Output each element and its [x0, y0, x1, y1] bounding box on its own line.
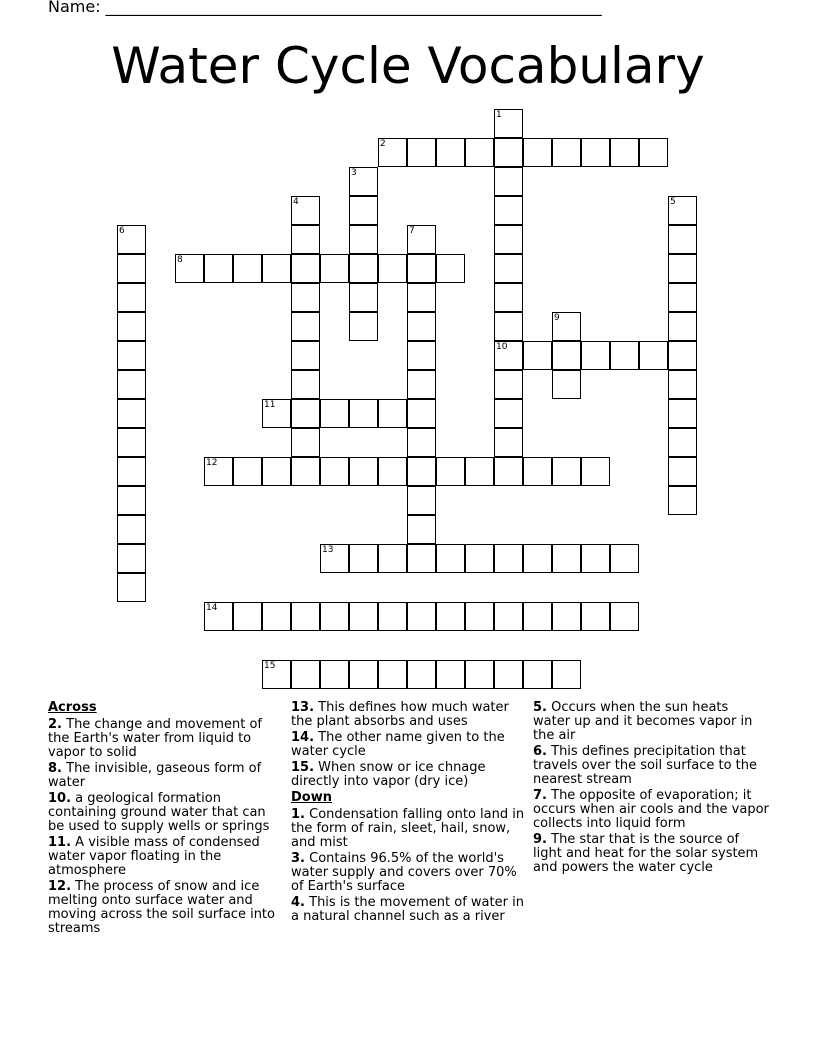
- grid-cell[interactable]: [436, 544, 465, 573]
- grid-cell[interactable]: [668, 457, 697, 486]
- grid-cell[interactable]: [581, 602, 610, 631]
- grid-cell[interactable]: [436, 254, 465, 283]
- grid-cell[interactable]: [407, 370, 436, 399]
- grid-cell[interactable]: [320, 660, 349, 689]
- grid-cell[interactable]: [262, 660, 291, 689]
- grid-cell[interactable]: [407, 225, 436, 254]
- grid-cell[interactable]: [523, 544, 552, 573]
- grid-cell[interactable]: [581, 457, 610, 486]
- grid-cell[interactable]: [291, 602, 320, 631]
- grid-cell[interactable]: [291, 225, 320, 254]
- grid-cell[interactable]: [523, 660, 552, 689]
- grid-cell[interactable]: [552, 312, 581, 341]
- cell-number: 5: [670, 197, 676, 207]
- grid-cell[interactable]: [117, 399, 146, 428]
- grid-cell[interactable]: [668, 486, 697, 515]
- grid-cell[interactable]: [117, 428, 146, 457]
- grid-cell[interactable]: [668, 428, 697, 457]
- grid-cell[interactable]: [494, 457, 523, 486]
- grid-cell[interactable]: [523, 138, 552, 167]
- grid-cell[interactable]: [291, 370, 320, 399]
- grid-cell[interactable]: [349, 457, 378, 486]
- grid-cell[interactable]: [494, 544, 523, 573]
- grid-cell[interactable]: [349, 602, 378, 631]
- grid-cell[interactable]: [494, 283, 523, 312]
- grid-cell[interactable]: [320, 457, 349, 486]
- grid-cell[interactable]: [407, 602, 436, 631]
- grid-cell[interactable]: [668, 312, 697, 341]
- cell-number: 9: [554, 313, 560, 323]
- clues-column-1: [48, 701, 284, 938]
- grid-cell[interactable]: [117, 457, 146, 486]
- clue-down-4: 4. This is the movement of water in a natural channel such as a river: [291, 895, 524, 924]
- cell-number: 11: [264, 400, 276, 410]
- grid-cell[interactable]: [494, 399, 523, 428]
- grid-cell[interactable]: [378, 399, 407, 428]
- grid-cell[interactable]: [117, 544, 146, 573]
- grid-cell[interactable]: [175, 254, 204, 283]
- clue-across-13: 13. This defines how much water the plant absorbs and uses: [291, 700, 509, 729]
- grid-cell[interactable]: [117, 312, 146, 341]
- clue-across-14: 14. The other name given to the water cycle: [291, 730, 505, 759]
- grid-cell[interactable]: [494, 602, 523, 631]
- grid-cell[interactable]: [262, 254, 291, 283]
- grid-cell[interactable]: [581, 138, 610, 167]
- grid-cell[interactable]: [494, 138, 523, 167]
- grid-cell[interactable]: [378, 457, 407, 486]
- grid-cell[interactable]: [117, 486, 146, 515]
- clues-column-3: [533, 701, 769, 877]
- grid-cell[interactable]: [610, 341, 639, 370]
- grid-cell[interactable]: [320, 399, 349, 428]
- grid-cell[interactable]: [465, 138, 494, 167]
- cell-number: 12: [206, 458, 218, 468]
- grid-cell[interactable]: [262, 602, 291, 631]
- grid-cell[interactable]: [465, 544, 494, 573]
- clue-across-11: 11. A visible mass of condensed water vapor floating in the atmosphere: [48, 835, 260, 878]
- grid-cell[interactable]: [552, 660, 581, 689]
- grid-cell[interactable]: [494, 370, 523, 399]
- clues-column-2: [291, 701, 527, 926]
- grid-cell[interactable]: [291, 283, 320, 312]
- grid-cell[interactable]: [552, 370, 581, 399]
- grid-cell[interactable]: [204, 602, 233, 631]
- grid-cell[interactable]: [668, 283, 697, 312]
- cell-number: 14: [206, 603, 218, 613]
- grid-cell[interactable]: [436, 660, 465, 689]
- grid-cell[interactable]: [233, 457, 262, 486]
- clue-down-9: 9. The star that is the source of light and heat for the solar system and powers the water cycle: [533, 832, 759, 875]
- grid-cell[interactable]: [349, 225, 378, 254]
- grid-cell[interactable]: [117, 370, 146, 399]
- grid-cell[interactable]: [117, 341, 146, 370]
- grid-cell[interactable]: [407, 283, 436, 312]
- grid-cell[interactable]: [349, 196, 378, 225]
- grid-cell[interactable]: [291, 254, 320, 283]
- cell-number: 2: [380, 139, 386, 149]
- grid-cell[interactable]: [494, 660, 523, 689]
- grid-cell[interactable]: [407, 341, 436, 370]
- grid-cell[interactable]: [117, 573, 146, 602]
- grid-cell[interactable]: [262, 457, 291, 486]
- grid-cell[interactable]: [494, 196, 523, 225]
- grid-cell[interactable]: [523, 602, 552, 631]
- grid-cell[interactable]: [581, 544, 610, 573]
- grid-cell[interactable]: [552, 457, 581, 486]
- grid-cell[interactable]: [494, 312, 523, 341]
- grid-cell[interactable]: [494, 254, 523, 283]
- clue-across-8: 8. The invisible, gaseous form of water: [48, 761, 262, 790]
- grid-cell[interactable]: [552, 341, 581, 370]
- grid-cell[interactable]: [494, 109, 523, 138]
- clue-across-10: 10. a geological formation containing ground water that can be used to supply wells or springs: [48, 791, 270, 834]
- grid-cell[interactable]: [494, 167, 523, 196]
- name-line[interactable]: Name: ______________________________________________________________: [48, 0, 602, 16]
- grid-cell[interactable]: [407, 312, 436, 341]
- grid-cell[interactable]: [349, 254, 378, 283]
- grid-cell[interactable]: [233, 254, 262, 283]
- clue-across-15: 15. When snow or ice chnage directly into vapor (dry ice): [291, 760, 486, 789]
- grid-cell[interactable]: [407, 544, 436, 573]
- grid-cell[interactable]: [552, 544, 581, 573]
- grid-cell[interactable]: [291, 341, 320, 370]
- grid-cell[interactable]: [639, 138, 668, 167]
- grid-cell[interactable]: [465, 660, 494, 689]
- grid-cell[interactable]: [349, 660, 378, 689]
- grid-cell[interactable]: [204, 457, 233, 486]
- grid-cell[interactable]: [117, 254, 146, 283]
- grid-cell[interactable]: [436, 602, 465, 631]
- clue-down-7: 7. The opposite of evaporation; it occurs when air cools and the vapor collects into liquid form: [533, 788, 769, 831]
- clue-across-12: 12. The process of snow and ice melting onto surface water and moving across the soil surface into streams: [48, 879, 275, 936]
- clue-down-5: 5. Occurs when the sun heats water up and it becomes vapor in the air: [533, 700, 753, 743]
- grid-cell[interactable]: [610, 544, 639, 573]
- grid-cell[interactable]: [494, 225, 523, 254]
- grid-cell[interactable]: [349, 399, 378, 428]
- grid-cell[interactable]: [465, 457, 494, 486]
- cell-number: 3: [351, 168, 357, 178]
- grid-cell[interactable]: [494, 341, 523, 370]
- page-title: Water Cycle Vocabulary: [111, 37, 705, 95]
- grid-cell[interactable]: [320, 254, 349, 283]
- grid-cell[interactable]: [117, 515, 146, 544]
- grid-cell[interactable]: [378, 138, 407, 167]
- clue-across-2: 2. The change and movement of the Earth's water from liquid to vapor to solid: [48, 717, 262, 760]
- grid-cell[interactable]: [494, 428, 523, 457]
- cell-number: 10: [496, 342, 508, 352]
- clue-down-1: 1. Condensation falling onto land in the form of rain, sleet, hail, snow, and mist: [291, 807, 525, 850]
- grid-cell[interactable]: [668, 370, 697, 399]
- grid-cell[interactable]: [117, 225, 146, 254]
- grid-cell[interactable]: [407, 428, 436, 457]
- grid-cell[interactable]: [552, 138, 581, 167]
- grid-cell[interactable]: [320, 602, 349, 631]
- grid-cell[interactable]: [407, 486, 436, 515]
- cell-number: 8: [177, 255, 183, 265]
- grid-cell[interactable]: [552, 602, 581, 631]
- grid-cell[interactable]: [407, 254, 436, 283]
- grid-cell[interactable]: [668, 399, 697, 428]
- grid-cell[interactable]: [262, 399, 291, 428]
- grid-cell[interactable]: [291, 428, 320, 457]
- cell-number: 4: [293, 197, 299, 207]
- grid-cell[interactable]: [436, 138, 465, 167]
- grid-cell[interactable]: [320, 544, 349, 573]
- grid-cell[interactable]: [204, 254, 233, 283]
- grid-cell[interactable]: [668, 196, 697, 225]
- across-heading: Across: [48, 700, 97, 715]
- grid-cell[interactable]: [523, 341, 552, 370]
- cell-number: 15: [264, 661, 276, 671]
- grid-cell[interactable]: [610, 138, 639, 167]
- grid-cell[interactable]: [378, 544, 407, 573]
- grid-cell[interactable]: [465, 602, 494, 631]
- clue-down-6: 6. This defines precipitation that travels over the soil surface to the nearest stream: [533, 744, 757, 787]
- clue-down-3: 3. Contains 96.5% of the world's water supply and covers over 70% of Earth's surface: [291, 851, 517, 894]
- grid-cell[interactable]: [291, 660, 320, 689]
- grid-cell[interactable]: [668, 341, 697, 370]
- grid-cell[interactable]: [407, 515, 436, 544]
- grid-cell[interactable]: [233, 602, 262, 631]
- grid-cell[interactable]: [668, 254, 697, 283]
- grid-cell[interactable]: [378, 602, 407, 631]
- grid-cell[interactable]: [291, 457, 320, 486]
- grid-cell[interactable]: [639, 341, 668, 370]
- down-heading: Down: [291, 790, 332, 805]
- grid-cell[interactable]: [349, 544, 378, 573]
- grid-cell[interactable]: [407, 138, 436, 167]
- grid-cell[interactable]: [378, 660, 407, 689]
- grid-cell[interactable]: [407, 399, 436, 428]
- grid-cell[interactable]: [291, 312, 320, 341]
- grid-cell[interactable]: [668, 225, 697, 254]
- grid-cell[interactable]: [349, 167, 378, 196]
- grid-cell[interactable]: [291, 196, 320, 225]
- grid-cell[interactable]: [291, 399, 320, 428]
- grid-cell[interactable]: [610, 602, 639, 631]
- cell-number: 13: [322, 545, 334, 555]
- grid-cell[interactable]: [407, 457, 436, 486]
- cell-number: 7: [409, 226, 415, 236]
- grid-cell[interactable]: [349, 283, 378, 312]
- grid-cell[interactable]: [436, 457, 465, 486]
- grid-cell[interactable]: [523, 457, 552, 486]
- grid-cell[interactable]: [378, 254, 407, 283]
- grid-cell[interactable]: [407, 660, 436, 689]
- cell-number: 6: [119, 226, 125, 236]
- cell-number: 1: [496, 110, 502, 120]
- grid-cell[interactable]: [581, 341, 610, 370]
- grid-cell[interactable]: [117, 283, 146, 312]
- grid-cell[interactable]: [349, 312, 378, 341]
